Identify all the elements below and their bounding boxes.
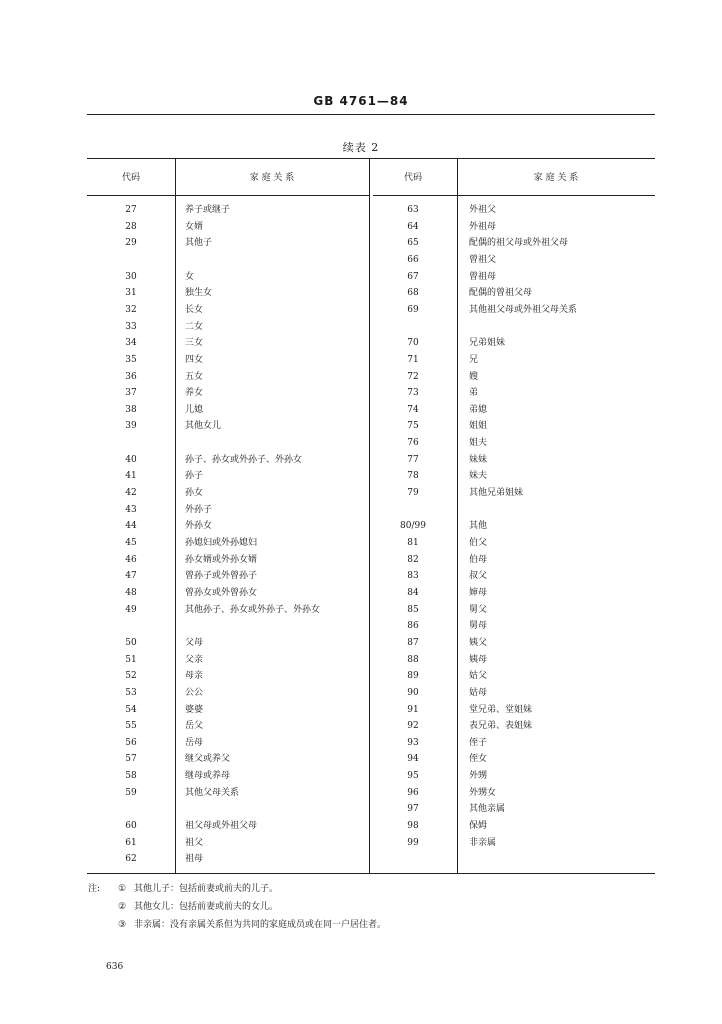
relation-cell: 继父或养父 bbox=[185, 754, 231, 765]
code-cell: 55 bbox=[125, 721, 137, 732]
code-cell: 75 bbox=[407, 421, 419, 432]
code-cell: 63 bbox=[407, 205, 419, 215]
header-underline bbox=[87, 195, 369, 196]
code-cell: 43 bbox=[125, 504, 137, 515]
column-header-code: 代码 bbox=[121, 173, 140, 183]
relation-cell: 祖父 bbox=[185, 837, 204, 848]
note-marker: ① bbox=[118, 884, 127, 894]
relation-cell: 非亲属 bbox=[469, 837, 497, 848]
relation-cell: 二女 bbox=[185, 321, 204, 332]
code-cell: 44 bbox=[125, 521, 137, 532]
relation-cell: 叔父 bbox=[469, 571, 488, 582]
relation-cell: 其他子 bbox=[185, 238, 213, 249]
relation-cell: 其他 bbox=[469, 521, 488, 532]
code-cell: 81 bbox=[407, 538, 419, 548]
code-cell: 96 bbox=[407, 787, 419, 798]
relation-cell: 独生女 bbox=[185, 288, 213, 299]
code-cell: 65 bbox=[407, 238, 419, 249]
code-cell: 93 bbox=[407, 737, 419, 748]
code-cell: 71 bbox=[407, 354, 419, 365]
code-cell: 80/99 bbox=[400, 521, 426, 532]
relation-cell: 妹夫 bbox=[469, 471, 488, 482]
relation-cell: 堂兄弟、堂姐妹 bbox=[469, 704, 533, 715]
code-cell: 36 bbox=[125, 371, 137, 382]
relation-cell: 养子或继子 bbox=[185, 205, 231, 215]
code-cell: 45 bbox=[125, 538, 137, 548]
relation-cell: 配偶的祖父母或外祖父母 bbox=[469, 238, 569, 249]
code-cell: 29 bbox=[125, 238, 137, 249]
relation-cell: 婆婆 bbox=[185, 704, 204, 715]
relation-cell: 伯母 bbox=[469, 554, 488, 565]
relation-cell: 养女 bbox=[185, 388, 204, 399]
code-cell: 74 bbox=[407, 404, 419, 415]
relation-cell: 岳母 bbox=[185, 737, 204, 748]
column-divider bbox=[175, 159, 176, 873]
relation-cell: 继母或养母 bbox=[185, 771, 231, 782]
relation-cell: 姑母 bbox=[469, 687, 488, 698]
relation-cell: 姨母 bbox=[469, 654, 488, 665]
relation-cell: 兄弟姐妹 bbox=[469, 338, 506, 349]
code-cell: 70 bbox=[407, 338, 419, 349]
relation-cell: 弟 bbox=[469, 388, 479, 399]
header-underline bbox=[373, 195, 655, 196]
code-cell: 97 bbox=[407, 804, 419, 815]
relation-cell: 兄 bbox=[469, 354, 479, 365]
relation-cell: 曾孙子或外曾孙子 bbox=[185, 571, 258, 582]
page-number: 636 bbox=[106, 962, 124, 972]
code-cell: 87 bbox=[407, 637, 419, 648]
relation-cell: 其他亲属 bbox=[469, 804, 506, 815]
code-cell: 42 bbox=[125, 488, 137, 499]
code-cell: 39 bbox=[125, 421, 137, 432]
code-cell: 33 bbox=[125, 321, 137, 332]
code-cell: 62 bbox=[125, 854, 137, 865]
note-marker: ③ bbox=[118, 920, 127, 930]
code-cell: 60 bbox=[125, 821, 137, 832]
relation-cell: 侄子 bbox=[469, 737, 488, 748]
notes-prefix: 注: bbox=[88, 884, 101, 894]
code-cell: 68 bbox=[407, 288, 419, 299]
code-cell: 95 bbox=[407, 771, 419, 782]
relation-cell: 公公 bbox=[185, 687, 204, 698]
relation-cell: 曾祖母 bbox=[469, 271, 497, 282]
relation-cell: 姑父 bbox=[469, 671, 488, 682]
code-cell: 89 bbox=[407, 671, 419, 682]
relation-cell: 孙女 bbox=[185, 488, 204, 499]
code-cell: 51 bbox=[125, 654, 137, 665]
relation-cell: 舅母 bbox=[469, 621, 488, 632]
relation-cell: 伯父 bbox=[469, 538, 488, 548]
relation-cell: 外孙子 bbox=[185, 504, 213, 515]
code-cell: 91 bbox=[407, 704, 419, 715]
relation-cell: 姐姐 bbox=[469, 421, 488, 432]
column-header-relation: 家 庭 关 系 bbox=[249, 173, 295, 183]
code-cell: 83 bbox=[407, 571, 419, 582]
relation-cell: 嫂 bbox=[469, 371, 479, 382]
code-cell: 54 bbox=[125, 704, 137, 715]
code-cell: 58 bbox=[125, 771, 137, 782]
code-cell: 73 bbox=[407, 388, 419, 399]
relation-cell: 女婿 bbox=[185, 221, 204, 232]
code-cell: 99 bbox=[407, 837, 419, 848]
code-cell: 64 bbox=[407, 221, 419, 232]
code-cell: 61 bbox=[125, 837, 137, 848]
code-cell: 46 bbox=[125, 554, 137, 565]
relation-cell: 孙媳妇或外孙媳妇 bbox=[185, 538, 258, 548]
relation-cell: 外祖母 bbox=[469, 221, 497, 232]
code-cell: 94 bbox=[407, 754, 419, 765]
code-cell: 27 bbox=[125, 205, 137, 215]
code-cell: 56 bbox=[125, 737, 137, 748]
relation-cell: 五女 bbox=[185, 371, 204, 382]
code-cell: 41 bbox=[125, 471, 137, 482]
code-cell: 85 bbox=[407, 604, 419, 615]
code-cell: 77 bbox=[407, 454, 419, 465]
relation-cell: 外孙女 bbox=[185, 521, 213, 532]
note-marker: ② bbox=[118, 902, 127, 912]
relation-cell: 孙子 bbox=[185, 471, 204, 482]
code-cell: 90 bbox=[407, 687, 419, 698]
relation-cell: 女 bbox=[185, 271, 195, 282]
relation-cell: 孙子、孙女或外孙子、外孙女 bbox=[185, 454, 303, 465]
relation-cell: 孙女婿或外孙女婿 bbox=[185, 554, 258, 565]
relation-cell: 外祖父 bbox=[469, 205, 497, 215]
relation-cell: 侄女 bbox=[469, 754, 488, 765]
relation-cell: 妹妹 bbox=[469, 454, 488, 465]
relation-cell: 弟媳 bbox=[469, 404, 488, 415]
relation-cell: 曾祖父 bbox=[469, 254, 497, 265]
code-cell: 66 bbox=[407, 254, 419, 265]
code-cell: 30 bbox=[125, 271, 137, 282]
code-cell: 86 bbox=[407, 621, 419, 632]
relation-cell: 长女 bbox=[185, 304, 204, 315]
code-cell: 35 bbox=[125, 354, 137, 365]
relation-cell: 外甥 bbox=[469, 771, 488, 782]
code-cell: 52 bbox=[125, 671, 137, 682]
code-cell: 34 bbox=[125, 338, 137, 349]
code-cell: 59 bbox=[125, 787, 137, 798]
code-cell: 37 bbox=[125, 388, 137, 399]
code-cell: 47 bbox=[125, 571, 137, 582]
code-cell: 69 bbox=[407, 304, 419, 315]
code-cell: 79 bbox=[407, 488, 419, 499]
code-cell: 82 bbox=[407, 554, 419, 565]
code-cell: 48 bbox=[125, 587, 137, 598]
code-cell: 92 bbox=[407, 721, 419, 732]
relation-cell: 其他孙子、孙女或外孙子、外孙女 bbox=[185, 604, 321, 615]
code-cell: 72 bbox=[407, 371, 419, 382]
relation-cell: 祖母 bbox=[185, 854, 204, 865]
code-cell: 31 bbox=[125, 288, 137, 299]
relation-cell: 其他祖父母或外祖父母关系 bbox=[469, 304, 578, 315]
code-cell: 40 bbox=[125, 454, 137, 465]
code-cell: 49 bbox=[125, 604, 137, 615]
column-header-relation: 家 庭 关 系 bbox=[533, 173, 579, 183]
relation-cell: 父母 bbox=[185, 637, 204, 648]
relation-cell: 儿媳 bbox=[185, 404, 204, 415]
column-header-code: 代码 bbox=[403, 173, 422, 183]
code-cell: 78 bbox=[407, 471, 419, 482]
code-cell: 38 bbox=[125, 404, 137, 415]
relation-cell: 岳父 bbox=[185, 721, 204, 732]
relation-cell: 母亲 bbox=[185, 671, 204, 682]
family-relation-table bbox=[87, 158, 655, 874]
code-cell: 50 bbox=[125, 637, 137, 648]
relation-cell: 曾孙女或外曾孙女 bbox=[185, 587, 258, 598]
relation-cell: 四女 bbox=[185, 354, 204, 365]
standard-number: GB 4761—84 bbox=[313, 94, 409, 108]
header-rule bbox=[87, 114, 655, 115]
code-cell: 88 bbox=[407, 654, 419, 665]
code-cell: 76 bbox=[407, 438, 419, 449]
relation-cell: 外甥女 bbox=[469, 787, 497, 798]
code-cell: 28 bbox=[125, 221, 137, 232]
code-cell: 98 bbox=[407, 821, 419, 832]
note-text: 非亲属：没有亲属关系但为共同的家庭成员或在同一户居住者。 bbox=[134, 920, 387, 930]
relation-cell: 父亲 bbox=[185, 654, 204, 665]
relation-cell: 三女 bbox=[185, 338, 204, 349]
code-cell: 32 bbox=[125, 304, 137, 315]
relation-cell: 表兄弟、表姐妹 bbox=[469, 721, 533, 732]
relation-cell: 舅父 bbox=[469, 604, 488, 615]
relation-cell: 配偶的曾祖父母 bbox=[469, 288, 533, 299]
note-text: 其他儿子：包括前妻或前夫的儿子。 bbox=[134, 884, 279, 894]
relation-cell: 其他父母关系 bbox=[185, 787, 240, 798]
code-cell: 53 bbox=[125, 687, 137, 698]
relation-cell: 保姆 bbox=[469, 821, 488, 832]
note-text: 其他女儿：包括前妻或前夫的女儿。 bbox=[134, 902, 279, 912]
code-cell: 57 bbox=[125, 754, 137, 765]
relation-cell: 其他女儿 bbox=[185, 421, 222, 432]
relation-cell: 婶母 bbox=[469, 587, 488, 598]
code-cell: 67 bbox=[407, 271, 419, 282]
relation-cell: 祖父母或外祖父母 bbox=[185, 821, 258, 832]
table-caption: 续表 2 bbox=[342, 141, 380, 154]
relation-cell: 姨父 bbox=[469, 637, 488, 648]
column-divider bbox=[457, 159, 458, 873]
relation-cell: 姐夫 bbox=[469, 438, 488, 449]
relation-cell: 其他兄弟姐妹 bbox=[469, 488, 524, 499]
code-cell: 84 bbox=[407, 587, 419, 598]
